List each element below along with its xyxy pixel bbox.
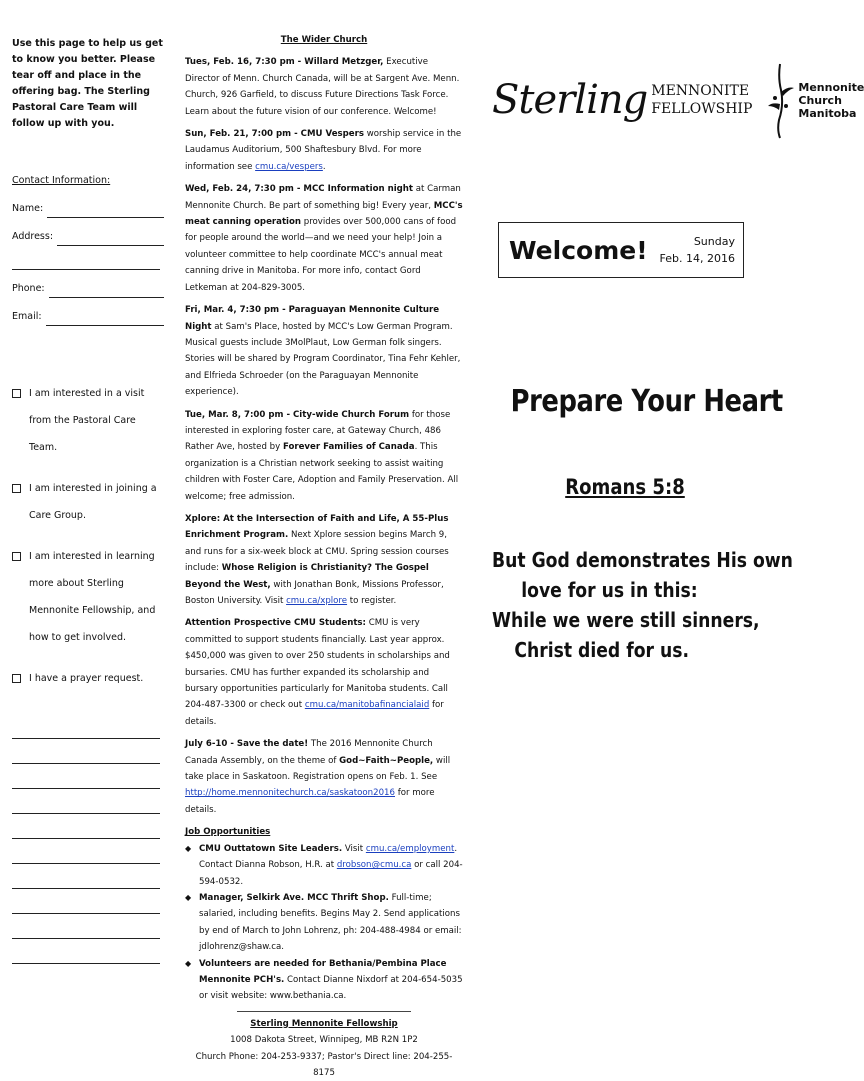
phone-field[interactable] bbox=[12, 270, 164, 298]
verse-line: Christ died for us. bbox=[514, 638, 690, 662]
service-day: Sunday bbox=[693, 235, 735, 248]
job-outtatown bbox=[185, 841, 463, 890]
footer-title: Sterling Mennonite Fellowship bbox=[250, 1018, 398, 1029]
event-text: The 2016 Mennonite Church Canada Assembly, on the theme of bbox=[185, 739, 433, 766]
event-church-forum bbox=[185, 407, 463, 505]
event-text: at Carman Mennonite Church. Be part of something big! Every year, bbox=[185, 184, 461, 211]
logo-row bbox=[492, 50, 864, 150]
job-title: Manager, Selkirk Ave. MCC Thrift Shop. bbox=[199, 892, 389, 903]
vespers-link[interactable]: cmu.ca/vespers bbox=[255, 161, 323, 172]
footer-address: 1008 Dakota Street, Winnipeg, MB R2N 1P2 bbox=[230, 1035, 418, 1046]
event-highlight: MCC's meat canning operation bbox=[185, 200, 463, 228]
contact-heading: Contact Information: bbox=[12, 175, 111, 186]
write-line[interactable] bbox=[12, 864, 160, 889]
logo-line: FELLOWSHIP bbox=[651, 101, 753, 117]
wider-church-heading: The Wider Church bbox=[280, 35, 368, 45]
sterling-logo bbox=[492, 77, 753, 123]
event-title: Fri, Mar. 4, 7:30 pm - Paraguayan Mennonite Culture Night bbox=[185, 305, 440, 332]
service-date bbox=[660, 233, 735, 267]
write-line[interactable] bbox=[12, 839, 160, 864]
welcome-box bbox=[498, 222, 744, 278]
event-mcc-info bbox=[185, 181, 463, 296]
mennonite-fellowship-words bbox=[651, 82, 752, 118]
scripture-reference: Romans 5:8 bbox=[565, 475, 685, 499]
write-line[interactable] bbox=[12, 814, 160, 839]
logo-line: MENNONITE bbox=[651, 83, 750, 99]
event-text: worship service in the Laudamus Auditorium, 500 Shaftesbury Blvd. For more information see bbox=[185, 129, 462, 172]
event-title: Sun, Feb. 21, 7:00 pm - CMU Vespers bbox=[185, 129, 364, 140]
event-title: Tue, Mar. 8, 7:00 pm - City-wide Church Forum bbox=[185, 409, 410, 420]
job-title: Volunteers are needed for Bethania/Pembina Place Mennonite PCH's. bbox=[199, 958, 447, 985]
job-volunteers bbox=[185, 956, 463, 1005]
write-line[interactable] bbox=[12, 764, 160, 789]
event-title: Wed, Feb. 24, 7:30 pm - MCC Information night bbox=[185, 184, 414, 195]
assembly-link[interactable]: http://home.mennonitechurch.ca/saskatoon2016 bbox=[185, 788, 395, 799]
checkbox-visit[interactable] bbox=[12, 380, 164, 461]
email-field[interactable] bbox=[12, 298, 164, 326]
event-text: will take place in Saskatoon. Registration opens on Feb. 1. See bbox=[185, 755, 451, 783]
mennonite-church-manitoba-logo bbox=[766, 60, 864, 140]
scripture-verse bbox=[492, 545, 793, 665]
divider bbox=[237, 1011, 411, 1012]
checkbox-learn-more[interactable] bbox=[12, 543, 164, 651]
email-line[interactable] bbox=[46, 314, 164, 326]
checkbox-icon[interactable] bbox=[12, 674, 21, 683]
sterling-script: Sterling bbox=[492, 77, 648, 123]
event-metzger bbox=[185, 54, 463, 120]
name-field[interactable] bbox=[12, 190, 164, 218]
checkbox-prayer[interactable] bbox=[12, 665, 164, 692]
prayer-request-lines bbox=[12, 714, 164, 964]
job-thrift-shop bbox=[185, 890, 463, 956]
address-label: Address: bbox=[12, 231, 54, 242]
job-title: CMU Outtatown Site Leaders. bbox=[199, 843, 343, 854]
checkbox-icon[interactable] bbox=[12, 484, 21, 493]
phone-label: Phone: bbox=[12, 283, 45, 294]
event-text: Next Xplore session begins March 9, and runs for a six-week block at CMU. Spring session courses include: bbox=[185, 530, 449, 574]
job-text bbox=[199, 841, 463, 890]
event-text: to register. bbox=[347, 596, 397, 606]
event-text: . bbox=[322, 161, 326, 172]
job-text bbox=[199, 890, 463, 956]
event-text: with Jonathan Bonk, Missions Professor, Boston University. Visit bbox=[185, 579, 444, 606]
welcome-heading: Welcome! bbox=[509, 235, 648, 265]
financial-aid-link[interactable]: cmu.ca/manitobafinancialaid bbox=[304, 700, 430, 711]
event-paraguayan bbox=[185, 302, 463, 400]
event-title: Xplore: At the Intersection of Faith and Life, A 55-Plus Enrichment Program. bbox=[185, 513, 449, 541]
job-detail: Full-time; salaried, including benefits. Begins May 2. Send applications by end of March to John Lohrenz, ph: 204-488-4984 or email: jdlohrenz@shaw.ca. bbox=[199, 892, 462, 953]
write-line[interactable] bbox=[12, 889, 160, 914]
diamond-bullet-icon: ◆ bbox=[185, 958, 192, 968]
xplore-link[interactable]: cmu.ca/xplore bbox=[286, 596, 348, 606]
event-cmu-students bbox=[185, 615, 463, 730]
job-detail: . Contact Dianna Robson, H.R. at bbox=[199, 843, 458, 871]
name-label: Name: bbox=[12, 203, 44, 214]
event-title: July 6-10 - Save the date! bbox=[185, 739, 309, 750]
event-xplore bbox=[185, 511, 463, 609]
job-detail: Contact Dianne Nixdorf at 204-654-5035 or visit website: www.bethania.ca. bbox=[199, 974, 463, 1002]
event-text: . This organization is a Christian network seeking to assist waiting children with Foster Care, Adoption and Family Preservation. All welcome; free admission. bbox=[185, 442, 459, 502]
event-text: for those interested in exploring foster care, at Gateway Church, 486 Rather Ave, hosted by bbox=[185, 409, 451, 453]
event-text: for details. bbox=[185, 700, 444, 727]
checkbox-icon[interactable] bbox=[12, 389, 21, 398]
verse-line: While we were still sinners, bbox=[492, 608, 760, 632]
event-vespers bbox=[185, 126, 463, 175]
write-line[interactable] bbox=[12, 914, 160, 939]
checkbox-visit-label: I am interested in a visit from the Pastoral Care Team. bbox=[29, 388, 145, 453]
event-text: at Sam's Place, hosted by MCC's Low German Program. Musical guests include 3MolPlaut, Low German folk singers. Stories will be shared by Program Coordinator, Tina Fehr Kehler, and Elfrieda Schroeder (on the Paraguayan Mennonite experience). bbox=[185, 321, 461, 398]
write-line[interactable] bbox=[12, 789, 160, 814]
job-text bbox=[199, 956, 463, 1005]
job-detail: or call 204-594-0532. bbox=[199, 860, 463, 887]
event-text: CMU is very committed to support students financially. Last year approx. $450,000 was given to over 250 students in scholarships and bursaries. CMU has further expanded its scholarship and bursary opportunities particularly for Manitoba students. Call 204-487-3300 or check out bbox=[185, 618, 450, 711]
diamond-bullet-icon: ◆ bbox=[185, 843, 192, 853]
sermon-title: Prepare Your Heart bbox=[510, 384, 783, 419]
event-title: Tues, Feb. 16, 7:30 pm - Willard Metzger, bbox=[185, 57, 384, 68]
mcm-line: Mennonite bbox=[798, 80, 864, 94]
church-footer bbox=[185, 1016, 463, 1081]
tear-off-panel bbox=[12, 36, 164, 964]
event-title: Attention Prospective CMU Students: bbox=[185, 618, 366, 629]
service-date-text: Feb. 14, 2016 bbox=[659, 252, 735, 265]
event-text: provides over 500,000 cans of food for people around the world—and we need your help! Join a volunteer committee to help coordinate MCC's annual meat canning drive in Manitoba. For more info, contact Gord Letkeman at 204-829-3005. bbox=[185, 217, 457, 293]
event-text: for more details. bbox=[185, 788, 435, 815]
intro-text: Use this page to help us get to know you better. Please tear off and place in the offering bag. The Sterling Pastoral Care Team will follow up with you. bbox=[12, 38, 163, 129]
email-label: Email: bbox=[12, 311, 42, 322]
mcm-line: Church bbox=[798, 93, 842, 107]
jobs-heading: Job Opportunities bbox=[185, 827, 271, 838]
checkbox-care-group[interactable] bbox=[12, 475, 164, 529]
address-field[interactable] bbox=[12, 218, 164, 246]
event-assembly bbox=[185, 736, 463, 818]
phone-line[interactable] bbox=[49, 286, 164, 298]
write-line[interactable] bbox=[12, 939, 160, 964]
name-line[interactable] bbox=[47, 206, 164, 218]
job-detail: Visit bbox=[342, 843, 366, 854]
event-text: Executive Director of Menn. Church Canada, will be at Sargent Ave. Menn. Church, 926 Garfield, to discuss Future Directions Task Force. Learn about the future vision of our conference. Welcome! bbox=[185, 57, 460, 117]
diamond-bullet-icon: ◆ bbox=[185, 892, 192, 902]
footer-phone: Church Phone: 204-253-9337; Pastor's Direct line: 204-255-8175 bbox=[195, 1051, 453, 1078]
checkbox-care-group-label: I am interested in joining a Care Group. bbox=[29, 483, 157, 521]
verse-line: love for us in this: bbox=[521, 578, 698, 602]
address-line[interactable] bbox=[57, 234, 164, 246]
write-line[interactable] bbox=[12, 714, 160, 739]
write-line[interactable] bbox=[12, 739, 160, 764]
wider-church-panel bbox=[185, 32, 463, 1081]
verse-line: But God demonstrates His own bbox=[492, 548, 793, 572]
employment-link[interactable]: cmu.ca/employment bbox=[365, 843, 455, 854]
event-highlight: God~Faith~People, bbox=[339, 755, 434, 766]
mcm-words bbox=[798, 81, 864, 120]
email-link[interactable]: drobson@cmu.ca bbox=[336, 860, 412, 871]
cover-panel bbox=[492, 50, 864, 665]
mcm-line: Manitoba bbox=[798, 106, 857, 120]
checkbox-prayer-label: I have a prayer request. bbox=[29, 673, 144, 684]
checkbox-icon[interactable] bbox=[12, 552, 21, 561]
dove-cross-icon bbox=[766, 60, 796, 140]
event-highlight: Whose Religion is Christianity? The Gospel Beyond the West, bbox=[185, 563, 429, 590]
checkbox-learn-more-label: I am interested in learning more about Sterling Mennonite Fellowship, and how to get involved. bbox=[29, 551, 156, 643]
event-highlight: Forever Families of Canada bbox=[282, 442, 415, 453]
address-line-2[interactable] bbox=[12, 246, 160, 270]
